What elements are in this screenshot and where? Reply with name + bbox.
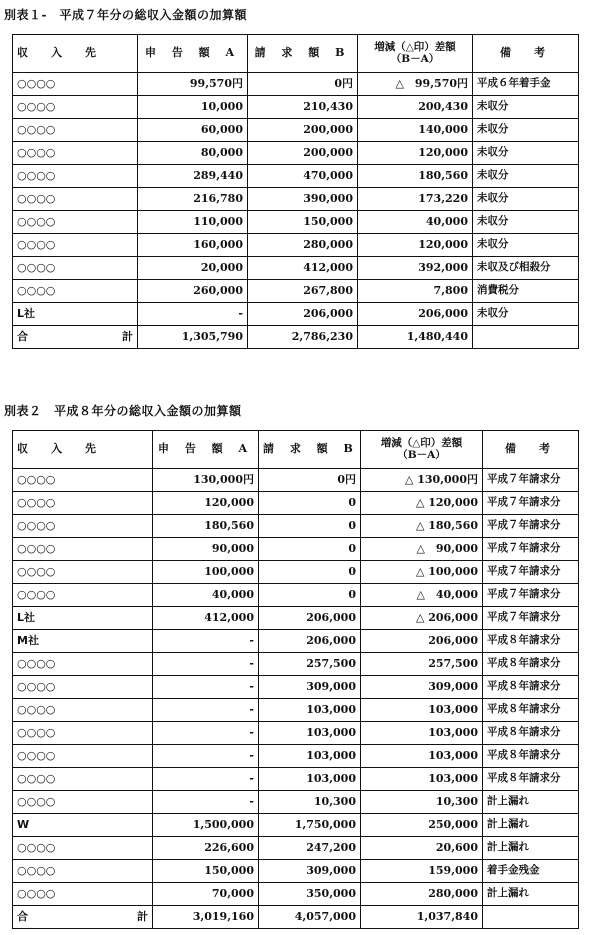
cell-source: ○○○○ <box>13 142 138 165</box>
header-diff-line2: （B－A） <box>397 448 446 461</box>
table-row <box>13 791 579 814</box>
cell-diff: △ 180,560 <box>361 515 483 538</box>
table-row <box>13 119 579 142</box>
table-row <box>13 538 579 561</box>
cell-claimed: 350,000 <box>259 883 361 906</box>
cell-diff: 103,000 <box>361 768 483 791</box>
table2 <box>12 430 579 929</box>
cell-remarks: 未収分 <box>473 142 579 165</box>
cell-diff: 392,000 <box>358 257 473 280</box>
table-row <box>13 257 579 280</box>
table-row <box>13 768 579 791</box>
cell-diff: 206,000 <box>361 630 483 653</box>
table2-body <box>13 431 579 929</box>
cell-source: L社 <box>13 607 153 630</box>
cell-source: ○○○○ <box>13 584 153 607</box>
cell-diff: 180,560 <box>358 165 473 188</box>
cell-source: ○○○○ <box>13 188 138 211</box>
cell-claimed: 0 <box>259 538 361 561</box>
header-source: 収 入 先 <box>13 431 153 469</box>
cell-declared: - <box>153 653 259 676</box>
cell-remarks: 平成７年請求分 <box>483 607 579 630</box>
table-row <box>13 699 579 722</box>
table1-caption: 別表１‐ 平成７年分の総収入金額の加算額 <box>4 8 247 22</box>
cell-claimed: 10,300 <box>259 791 361 814</box>
cell-source: W <box>13 814 153 837</box>
total-row <box>13 326 579 349</box>
table2-header-row <box>13 431 579 469</box>
cell-diff: 159,000 <box>361 860 483 883</box>
total-claimed: 2,786,230 <box>248 326 358 349</box>
total-claimed: 4,057,000 <box>259 906 361 929</box>
table-row <box>13 142 579 165</box>
cell-declared: 99,570円 <box>138 73 248 96</box>
cell-claimed: 150,000 <box>248 211 358 234</box>
header-diff <box>358 35 473 73</box>
cell-declared: 260,000 <box>138 280 248 303</box>
cell-remarks: 平成７年請求分 <box>483 561 579 584</box>
cell-diff: 206,000 <box>358 303 473 326</box>
cell-declared: 289,440 <box>138 165 248 188</box>
cell-declared: - <box>153 630 259 653</box>
cell-claimed: 257,500 <box>259 653 361 676</box>
cell-claimed: 309,000 <box>259 860 361 883</box>
cell-source: ○○○○ <box>13 791 153 814</box>
cell-claimed: 103,000 <box>259 768 361 791</box>
cell-declared: 20,000 <box>138 257 248 280</box>
cell-declared: - <box>153 699 259 722</box>
cell-remarks: 平成８年請求分 <box>483 768 579 791</box>
cell-declared: 40,000 <box>153 584 259 607</box>
cell-diff: 20,600 <box>361 837 483 860</box>
cell-remarks: 平成７年請求分 <box>483 492 579 515</box>
cell-source: ○○○○ <box>13 860 153 883</box>
cell-declared: 180,560 <box>153 515 259 538</box>
table-row <box>13 492 579 515</box>
header-diff-line1: 増減（△印）差額 <box>374 40 456 53</box>
table-row <box>13 607 579 630</box>
cell-diff: 309,000 <box>361 676 483 699</box>
cell-declared: 1,500,000 <box>153 814 259 837</box>
table-row <box>13 584 579 607</box>
cell-claimed: 0 <box>259 561 361 584</box>
total-row <box>13 906 579 929</box>
header-diff-line2: （B－A） <box>390 52 440 65</box>
header-claimed: 請 求 額 B <box>259 431 361 469</box>
header-source: 収 入 先 <box>13 35 138 73</box>
cell-diff: 120,000 <box>358 234 473 257</box>
cell-source: ○○○○ <box>13 676 153 699</box>
table-row <box>13 722 579 745</box>
cell-remarks: 平成７年請求分 <box>483 469 579 492</box>
cell-diff: 173,220 <box>358 188 473 211</box>
cell-claimed: 470,000 <box>248 165 358 188</box>
cell-diff: 7,800 <box>358 280 473 303</box>
cell-source: ○○○○ <box>13 745 153 768</box>
cell-remarks: 未収分 <box>473 119 579 142</box>
table-row <box>13 837 579 860</box>
total-remarks <box>483 906 579 929</box>
table-row <box>13 515 579 538</box>
cell-remarks: 未収分 <box>473 303 579 326</box>
cell-claimed: 309,000 <box>259 676 361 699</box>
cell-remarks: 平成８年請求分 <box>483 630 579 653</box>
cell-claimed: 412,000 <box>248 257 358 280</box>
cell-diff: △ 206,000 <box>361 607 483 630</box>
header-declared: 申 告 額 A <box>138 35 248 73</box>
cell-claimed: 0 <box>259 584 361 607</box>
cell-diff: 120,000 <box>358 142 473 165</box>
cell-declared: 120,000 <box>153 492 259 515</box>
table-row <box>13 211 579 234</box>
cell-remarks: 未収分 <box>473 96 579 119</box>
cell-declared: 150,000 <box>153 860 259 883</box>
cell-claimed: 247,200 <box>259 837 361 860</box>
cell-remarks: 未収分 <box>473 211 579 234</box>
total-diff: 1,037,840 <box>361 906 483 929</box>
cell-source: ○○○○ <box>13 257 138 280</box>
cell-declared: - <box>153 676 259 699</box>
table1-body <box>13 35 579 349</box>
cell-claimed: 390,000 <box>248 188 358 211</box>
cell-declared: 60,000 <box>138 119 248 142</box>
cell-source: ○○○○ <box>13 96 138 119</box>
cell-remarks: 平成８年請求分 <box>483 722 579 745</box>
cell-claimed: 0 <box>259 515 361 538</box>
cell-claimed: 200,000 <box>248 119 358 142</box>
cell-remarks: 消費税分 <box>473 280 579 303</box>
cell-source: ○○○○ <box>13 653 153 676</box>
table-row <box>13 469 579 492</box>
header-diff <box>361 431 483 469</box>
cell-source: ○○○○ <box>13 234 138 257</box>
cell-declared: 160,000 <box>138 234 248 257</box>
table-row <box>13 234 579 257</box>
cell-source: ○○○○ <box>13 561 153 584</box>
cell-source: ○○○○ <box>13 469 153 492</box>
cell-source: ○○○○ <box>13 768 153 791</box>
cell-declared: - <box>153 768 259 791</box>
table-row <box>13 73 579 96</box>
cell-remarks: 計上漏れ <box>483 837 579 860</box>
cell-diff: △ 90,000 <box>361 538 483 561</box>
cell-remarks: 計上漏れ <box>483 883 579 906</box>
cell-claimed: 0 <box>259 492 361 515</box>
cell-source: ○○○○ <box>13 538 153 561</box>
table-row <box>13 814 579 837</box>
cell-claimed: 206,000 <box>259 607 361 630</box>
cell-claimed: 0円 <box>248 73 358 96</box>
cell-claimed: 1,750,000 <box>259 814 361 837</box>
cell-diff: △ 120,000 <box>361 492 483 515</box>
cell-claimed: 103,000 <box>259 722 361 745</box>
table-row <box>13 860 579 883</box>
cell-remarks: 計上漏れ <box>483 814 579 837</box>
cell-source: ○○○○ <box>13 837 153 860</box>
cell-claimed: 210,430 <box>248 96 358 119</box>
table-row <box>13 280 579 303</box>
header-diff-line1: 増減（△印）差額 <box>380 436 463 449</box>
cell-diff: △ 99,570円 <box>358 73 473 96</box>
total-label: 合 計 <box>13 326 138 349</box>
cell-source: L社 <box>13 303 138 326</box>
cell-source: ○○○○ <box>13 883 153 906</box>
table-row <box>13 676 579 699</box>
cell-claimed: 206,000 <box>259 630 361 653</box>
cell-diff: 280,000 <box>361 883 483 906</box>
cell-declared: 226,600 <box>153 837 259 860</box>
cell-diff: △ 130,000円 <box>361 469 483 492</box>
cell-remarks: 未収及び相殺分 <box>473 257 579 280</box>
total-diff: 1,480,440 <box>358 326 473 349</box>
total-label: 合 計 <box>13 906 153 929</box>
table-row <box>13 630 579 653</box>
cell-declared: 90,000 <box>153 538 259 561</box>
cell-declared: - <box>153 722 259 745</box>
table-row <box>13 561 579 584</box>
table-row <box>13 883 579 906</box>
cell-claimed: 103,000 <box>259 745 361 768</box>
cell-diff: 10,300 <box>361 791 483 814</box>
cell-claimed: 280,000 <box>248 234 358 257</box>
total-declared: 1,305,790 <box>138 326 248 349</box>
cell-source: ○○○○ <box>13 492 153 515</box>
cell-diff: 103,000 <box>361 745 483 768</box>
cell-source: ○○○○ <box>13 73 138 96</box>
cell-remarks: 平成８年請求分 <box>483 653 579 676</box>
header-remarks: 備 考 <box>473 35 579 73</box>
cell-claimed: 200,000 <box>248 142 358 165</box>
cell-remarks: 平成７年請求分 <box>483 584 579 607</box>
cell-diff: △ 100,000 <box>361 561 483 584</box>
total-remarks <box>473 326 579 349</box>
cell-claimed: 267,800 <box>248 280 358 303</box>
table1-header-row <box>13 35 579 73</box>
header-declared: 申 告 額 A <box>153 431 259 469</box>
cell-remarks: 未収分 <box>473 165 579 188</box>
cell-remarks: 平成７年請求分 <box>483 538 579 561</box>
cell-remarks: 未収分 <box>473 188 579 211</box>
cell-remarks: 平成８年請求分 <box>483 699 579 722</box>
cell-source: ○○○○ <box>13 119 138 142</box>
cell-declared: - <box>153 745 259 768</box>
cell-declared: 80,000 <box>138 142 248 165</box>
total-declared: 3,019,160 <box>153 906 259 929</box>
cell-source: ○○○○ <box>13 722 153 745</box>
cell-declared: 70,000 <box>153 883 259 906</box>
table-row <box>13 653 579 676</box>
cell-source: M社 <box>13 630 153 653</box>
cell-declared: - <box>138 303 248 326</box>
cell-diff: 200,430 <box>358 96 473 119</box>
cell-diff: 250,000 <box>361 814 483 837</box>
table-row <box>13 188 579 211</box>
cell-declared: 216,780 <box>138 188 248 211</box>
cell-diff: 103,000 <box>361 699 483 722</box>
cell-diff: △ 40,000 <box>361 584 483 607</box>
cell-declared: - <box>153 791 259 814</box>
header-claimed: 請 求 額 B <box>248 35 358 73</box>
table2-caption: 別表２ 平成８年分の総収入金額の加算額 <box>4 404 242 418</box>
cell-claimed: 206,000 <box>248 303 358 326</box>
cell-declared: 100,000 <box>153 561 259 584</box>
cell-diff: 103,000 <box>361 722 483 745</box>
cell-remarks: 平成７年請求分 <box>483 515 579 538</box>
cell-source: ○○○○ <box>13 211 138 234</box>
cell-claimed: 0円 <box>259 469 361 492</box>
table1 <box>12 34 579 349</box>
cell-claimed: 103,000 <box>259 699 361 722</box>
cell-declared: 130,000円 <box>153 469 259 492</box>
cell-declared: 10,000 <box>138 96 248 119</box>
cell-remarks: 平成６年着手金 <box>473 73 579 96</box>
cell-remarks: 着手金残金 <box>483 860 579 883</box>
cell-declared: 412,000 <box>153 607 259 630</box>
header-remarks: 備 考 <box>483 431 579 469</box>
table-row <box>13 165 579 188</box>
table-row <box>13 96 579 119</box>
cell-source: ○○○○ <box>13 515 153 538</box>
table-row <box>13 745 579 768</box>
cell-source: ○○○○ <box>13 165 138 188</box>
cell-diff: 140,000 <box>358 119 473 142</box>
cell-remarks: 計上漏れ <box>483 791 579 814</box>
cell-remarks: 未収分 <box>473 234 579 257</box>
cell-source: ○○○○ <box>13 280 138 303</box>
cell-source: ○○○○ <box>13 699 153 722</box>
cell-remarks: 平成８年請求分 <box>483 676 579 699</box>
table-row <box>13 303 579 326</box>
cell-diff: 40,000 <box>358 211 473 234</box>
cell-declared: 110,000 <box>138 211 248 234</box>
cell-remarks: 平成８年請求分 <box>483 745 579 768</box>
cell-diff: 257,500 <box>361 653 483 676</box>
